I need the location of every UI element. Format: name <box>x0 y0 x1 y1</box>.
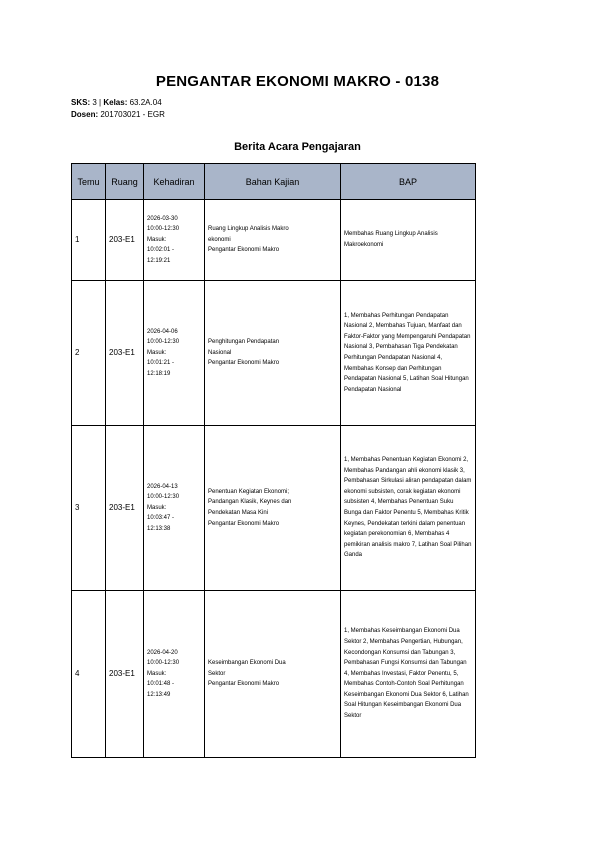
kehadiran-out: 12:18:19 <box>147 370 171 377</box>
cell-bap: 1, Membahas Penentuan Kegiatan Ekonomi 2, Membahas Pandangan ahli ekonomi klasik 3, Pembahasan Sirkulasi aliran pendapatan dalam ekonomi subsisten, corak kegiatan ekonomi subsisten 4, Membahas Penentuan Suku Bunga dan Faktor Penentu 5, Membahas Kritik Keynes, Pendekatan terkini dalam penentuan kegiatan perekonomian 6, Membahas 4 pemikiran analisis makro 7, Latihan Soal Pilihan Ganda <box>341 426 476 591</box>
table-header-row <box>72 164 476 200</box>
cell-ruang: 203-E1 <box>106 426 144 591</box>
bahan-line: Sektor <box>208 670 226 677</box>
cell-kehadiran <box>144 426 205 591</box>
kehadiran-time: 10:00-12:30 <box>147 494 180 501</box>
kehadiran-label: Masuk: <box>147 236 167 243</box>
header-kehadiran: Kehadiran <box>144 164 205 200</box>
bahan-line: Pendekatan Masa Kini <box>208 510 269 516</box>
course-meta <box>71 97 162 108</box>
kehadiran-label: Masuk: <box>147 349 167 356</box>
cell-bahan-kajian <box>205 591 341 758</box>
section-title: Berita Acara Pengajaran <box>234 141 361 153</box>
header-temu: Temu <box>72 164 106 200</box>
header-bahan-kajian: Bahan Kajian <box>205 164 341 200</box>
bahan-line: Penentuan Kegiatan Ekonomi; <box>208 488 290 495</box>
kehadiran-out: 12:19:21 <box>147 257 171 264</box>
cell-temu: 4 <box>72 591 106 758</box>
cell-kehadiran <box>144 200 205 281</box>
kelas-value: 63.2A.04 <box>129 98 162 107</box>
cell-ruang: 203-E1 <box>106 281 144 426</box>
cell-ruang: 203-E1 <box>106 591 144 758</box>
bahan-line: Nasional <box>208 349 232 356</box>
cell-bap: 1, Membahas Keseimbangan Ekonomi Dua Sektor 2, Membahas Pengertian, Hubungan, Kecondongan Konsumsi dan Tabungan 3, Pembahasan Fungsi Konsumsi dan Tabungan 4, Membahas Investasi, Faktor Penentu, 5, Membahas Contoh-Contoh Soal Perhitungan Keseimbangan Ekonomi Dua Sektor 6, Latihan Soal Hitungan Keseimbangan Ekonomi Dua Sektor <box>341 591 476 758</box>
dosen-label: Dosen: <box>71 110 99 119</box>
kehadiran-out: 12:13:38 <box>147 525 171 532</box>
cell-temu: 1 <box>72 200 106 281</box>
page-title: PENGANTAR EKONOMI MAKRO - 0138 <box>155 73 440 90</box>
bahan-line: Pengantar Ekonomi Makro <box>208 247 280 254</box>
kehadiran-time: 10:00-12:30 <box>147 660 180 667</box>
bahan-line: Pengantar Ekonomi Makro <box>208 520 280 527</box>
meta-separator: | <box>99 98 102 107</box>
bahan-line: ekonomi <box>208 236 231 243</box>
bahan-line: Pengantar Ekonomi Makro <box>208 360 280 367</box>
kehadiran-date: 2026-04-20 <box>147 649 178 656</box>
cell-kehadiran <box>144 591 205 758</box>
cell-kehadiran <box>144 281 205 426</box>
table-row <box>72 281 476 426</box>
bahan-line: Pandangan Klasik, Keynes dan <box>208 499 292 506</box>
header-ruang: Ruang <box>106 164 144 200</box>
table-row <box>72 591 476 758</box>
table-row <box>72 200 476 281</box>
header-bap: BAP <box>341 164 476 200</box>
kehadiran-time: 10:00-12:30 <box>147 226 180 233</box>
table-row <box>72 426 476 591</box>
bap-table <box>71 163 476 758</box>
bahan-line: Penghitungan Pendapatan <box>208 339 280 346</box>
lecturer-meta <box>71 109 165 120</box>
sks-value: 3 <box>92 98 97 107</box>
kehadiran-in: 10:01:21 - <box>147 360 175 367</box>
kehadiran-label: Masuk: <box>147 504 167 511</box>
cell-bap: Membahas Ruang Lingkup Analisis Makroekonomi <box>341 200 476 281</box>
kelas-label: Kelas: <box>103 98 128 107</box>
kehadiran-date: 2026-03-30 <box>147 215 178 222</box>
cell-ruang: 203-E1 <box>106 200 144 281</box>
cell-bahan-kajian <box>205 200 341 281</box>
cell-bap: 1, Membahas Perhitungan Pendapatan Nasional 2, Membahas Tujuan, Manfaat dan Faktor-Faktor yang Mempengaruhi Pendapatan Nasional 3, Pembahasan Tiga Pendekatan Perhitungan Pendapatan Nasional 4, Membahas Konsep dan Perhitungan Pendapatan Nasional 5, Latihan Soal Hitungan Pendapatan Nasional <box>341 281 476 426</box>
dosen-value: 201703021 - EGR <box>100 110 165 119</box>
cell-temu: 2 <box>72 281 106 426</box>
bahan-line: Pengantar Ekonomi Makro <box>208 681 280 688</box>
cell-temu: 3 <box>72 426 106 591</box>
kehadiran-in: 10:03:47 - <box>147 515 175 522</box>
sks-label: SKS: <box>71 98 91 107</box>
cell-bahan-kajian <box>205 281 341 426</box>
kehadiran-time: 10:00-12:30 <box>147 339 180 346</box>
kehadiran-label: Masuk: <box>147 670 167 677</box>
kehadiran-date: 2026-04-13 <box>147 483 178 490</box>
cell-bahan-kajian <box>205 426 341 591</box>
kehadiran-date: 2026-04-06 <box>147 328 178 335</box>
bahan-line: Ruang Lingkup Analisis Makro <box>208 226 289 233</box>
kehadiran-in: 10:01:48 - <box>147 681 175 688</box>
kehadiran-in: 10:02:01 - <box>147 247 175 254</box>
bahan-line: Keseimbangan Ekonomi Dua <box>208 660 286 667</box>
kehadiran-out: 12:13:49 <box>147 691 171 698</box>
